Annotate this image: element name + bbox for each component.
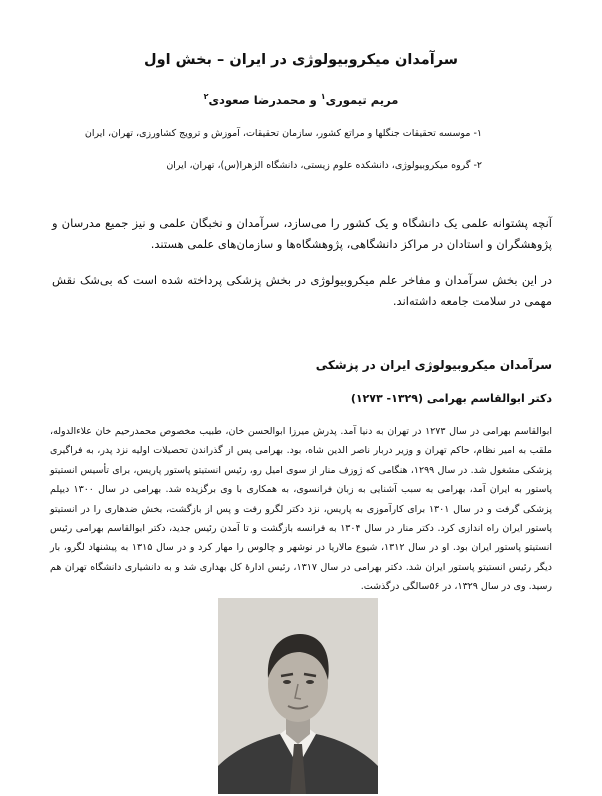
author-connector: و bbox=[305, 92, 321, 107]
author-affiliation-mark-2: ۲ bbox=[203, 92, 209, 101]
person-heading: دکتر ابوالقاسم بهرامی (۱۳۲۹- ۱۲۷۳) bbox=[350, 392, 552, 405]
section-heading: سرآمدان میکروبیولوژی ایران در پزشکی bbox=[315, 358, 552, 372]
affiliation-2: ۲- گروه میکروبیولوژی، دانشکده علوم زیستی، دانشگاه الزهرا(س)، تهران، ایران bbox=[166, 160, 482, 171]
portrait-photo bbox=[218, 598, 378, 794]
intro-paragraph-1: آنچه پشتوانه علمی یک دانشگاه و یک کشور را می‌سازد، سرآمدان و نخبگان علمی و نیز جمیع مدرسان و پژوهشگران و استادان در مراکز دانشگاهی، پژوهشگاه‌ها و سازمان‌های علمی هستند. bbox=[52, 216, 552, 251]
author-name-2: محمدرضا صعودی bbox=[208, 92, 306, 107]
author-line bbox=[60, 92, 542, 107]
article-title: سرآمدان میکروبیولوژی در ایران – بخش اول bbox=[143, 52, 458, 68]
intro-paragraph-2: در این بخش سرآمدان و مفاخر علم میکروبیولوژی در بخش پزشکی پرداخته شده است که بی‌شک نقش مهمی در سلامت جامعه داشته‌اند. bbox=[52, 273, 552, 308]
biography-paragraph: ابوالقاسم بهرامی در سال ۱۲۷۳ در تهران به دنیا آمد. پدرش میرزا ابوالحسن خان، طبیب مخصوص محمدرحیم خان علاءالدوله، ملقب به امیر نظام، حاکم تهران و وزیر دربار ناصر الدین شاه، بود. بهرامی پس از گذراندن تحصیلات اولیه نزد پدر، به فراگیری پزشکی مشغول شد. در سال ۱۲۹۹، هنگامی که ژوزف منار از سوی امیل رو، رئیس انستیتو پاستور پاریس، برای تأسیس انستیتو پاستور به ایران آمد، بهرامی به سبب آشنایی به زبان فرانسوی، به همکاری با وی برگزیده شد. بهرامی در سال ۱۳۰۰ دیپلم پزشکی گرفت و در سال ۱۳۰۱ برای کارآموزی به پاریس، نزد دکتر لگرو رفت و پس از بازگشت، بخش ضدهاری را در انستیتو پاستور ایران راه اندازی کرد. دکتر منار در سال ۱۳۰۴ به فرانسه بازگشت و تا آمدن رئیس جدید، دکتر ابوالقاسم بهرامی رئیس انستیتو پاستور ایران بود. او در سال ۱۳۱۲، شیوع مالاریا در نوشهر و چالوس را مهار کرد و در سال ۱۳۱۵ به پیشنهاد لگرو، بار دیگر رئیس انستیتو پاستور ایران شد. دکتر بهرامی در سال ۱۳۱۷، رئیس ادارهٔ کل بهداری شد و به دانشیاری دانشگاه تهران هم رسید. وی در سال ۱۳۲۹، در ۵۶سالگی درگذشت. bbox=[50, 426, 552, 593]
affiliation-1: ۱- موسسه تحقیقات جنگلها و مراتع کشور، سازمان تحقیقات، آموزش و ترویج کشاورزی، تهران، ایران bbox=[84, 128, 482, 139]
author-affiliation-mark-1: ۱ bbox=[320, 92, 326, 101]
author-name-1: مریم تیموری bbox=[325, 92, 399, 107]
portrait-illustration bbox=[218, 598, 378, 794]
